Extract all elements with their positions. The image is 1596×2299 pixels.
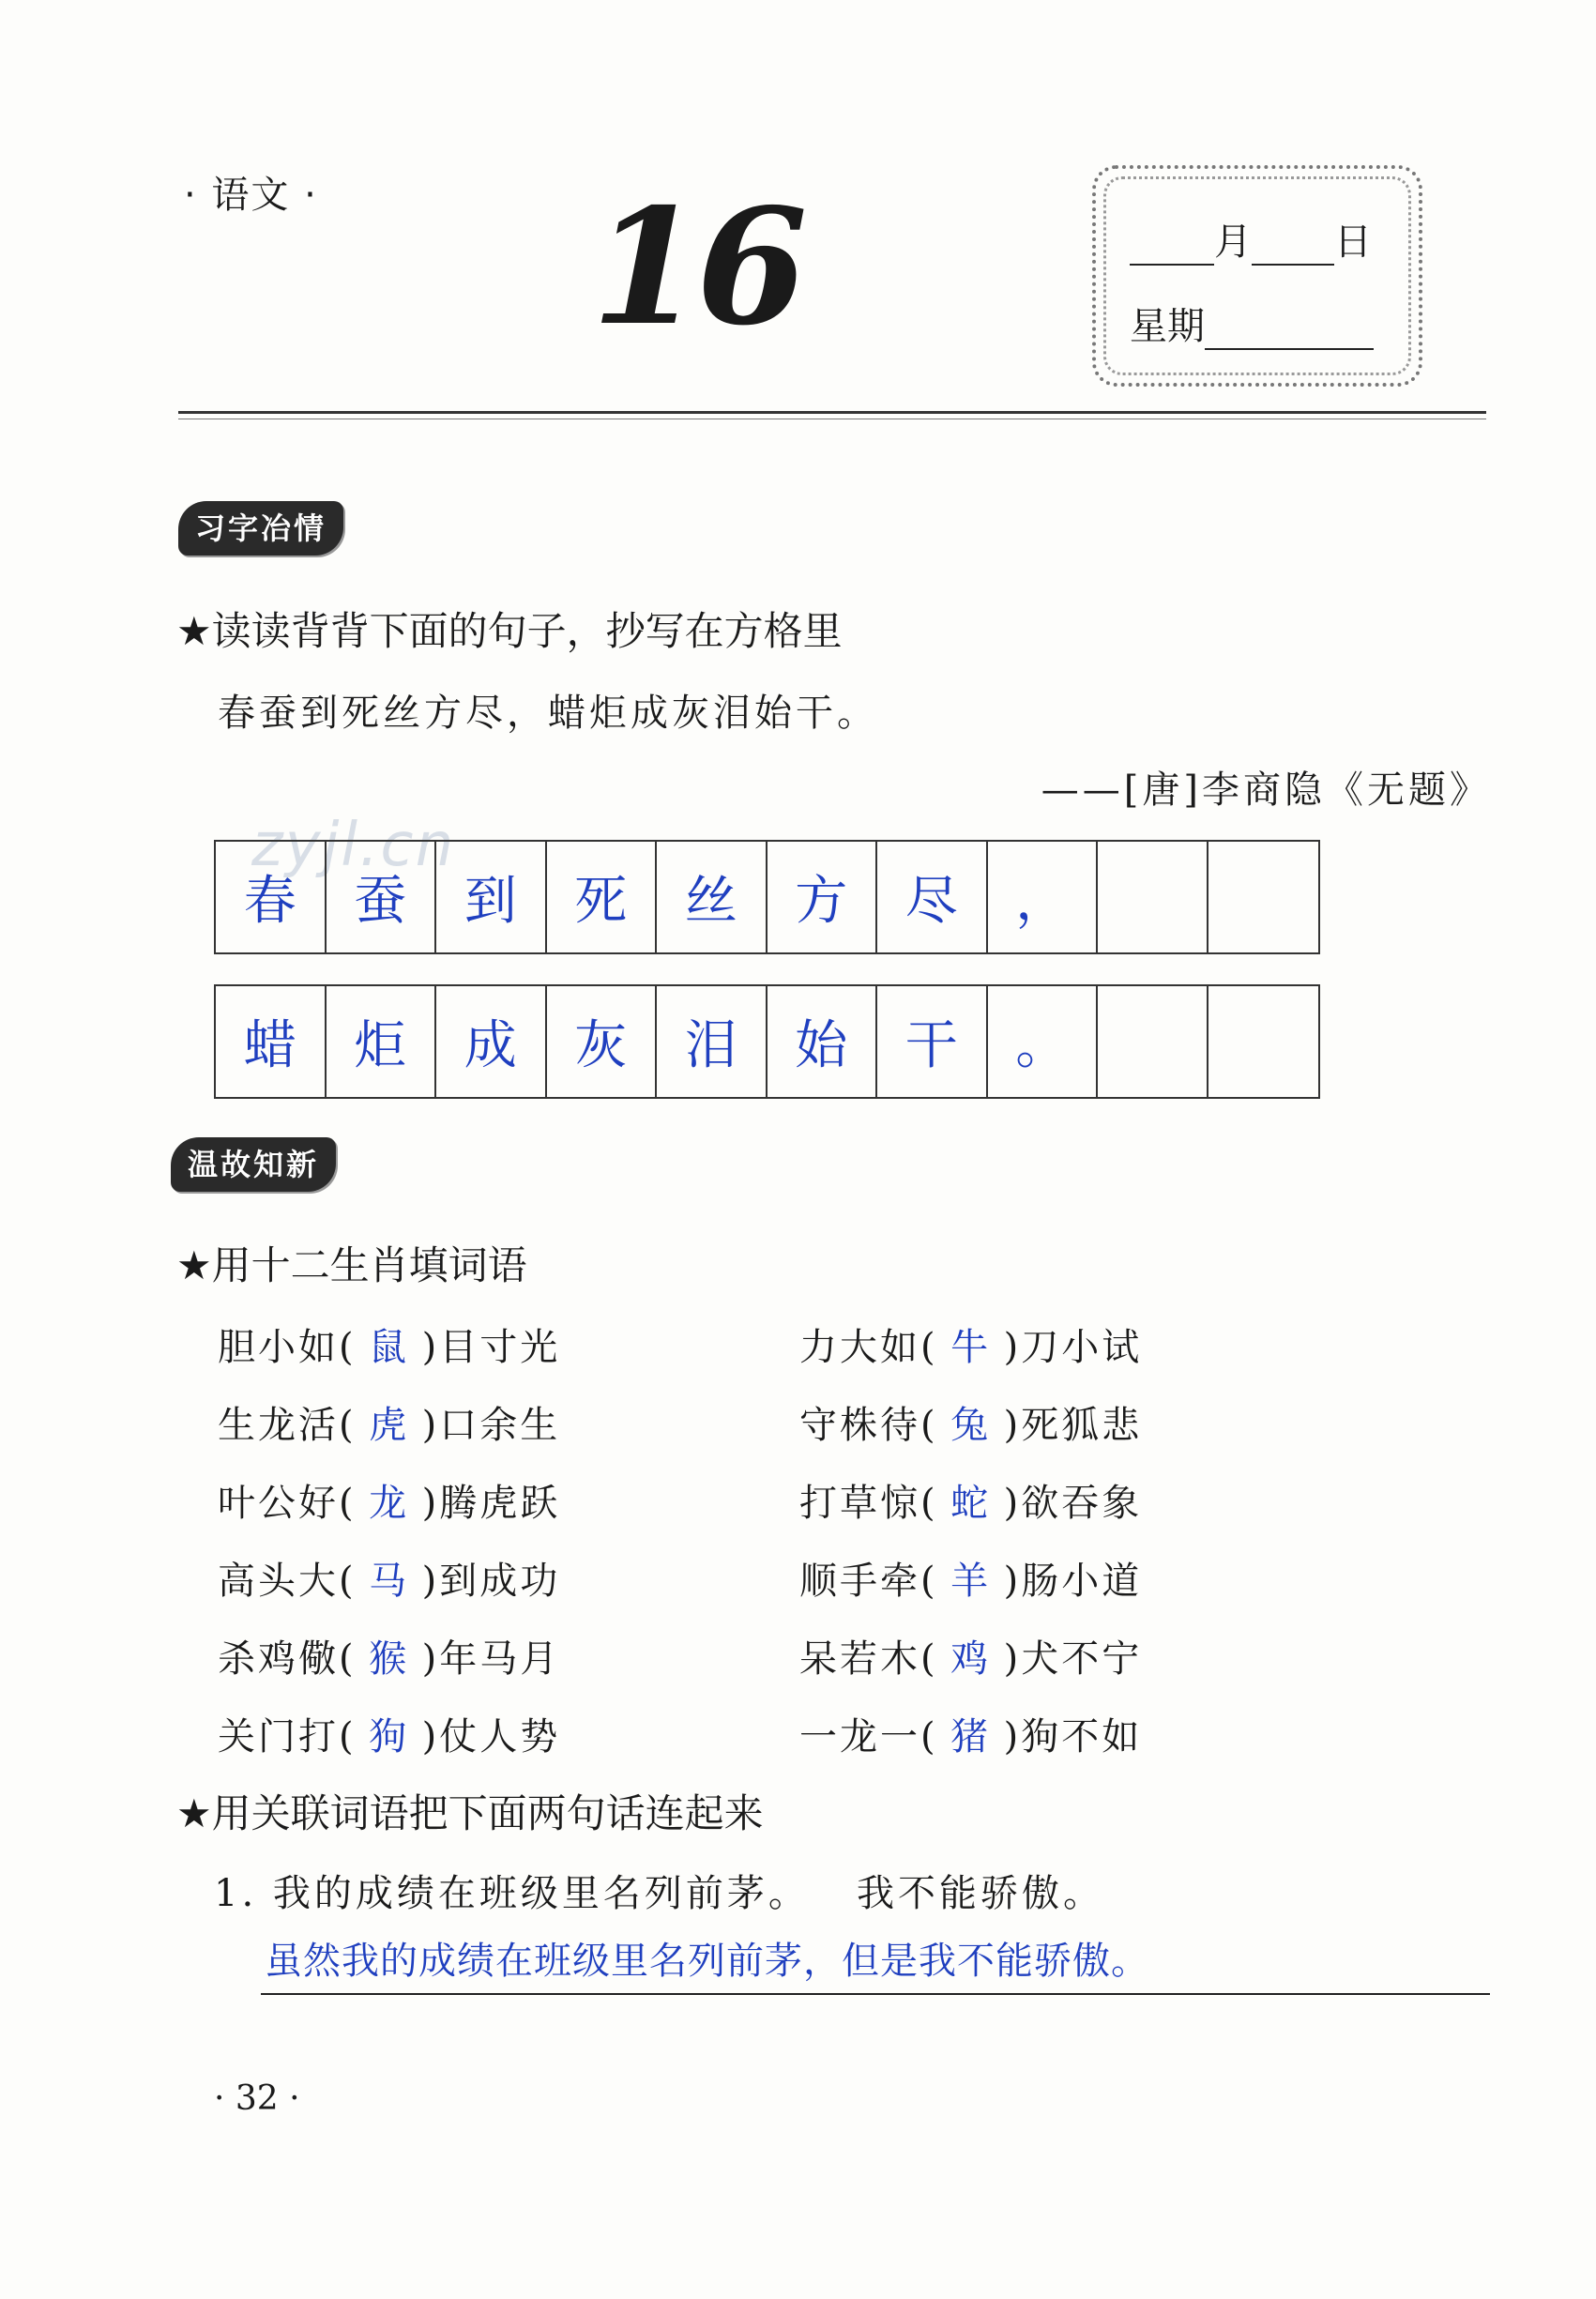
task-copy-poem: ★读读背背下面的句子，抄写在方格里 xyxy=(176,608,843,654)
grid-cell[interactable]: 春 xyxy=(216,842,327,952)
idiom-answer[interactable]: 蛇 xyxy=(950,1482,992,1525)
idiom-item: 一龙一( 猪 )狗不如 xyxy=(799,1707,1142,1760)
grid-cell[interactable]: 丝 xyxy=(657,842,768,952)
answer-line xyxy=(261,1993,1490,1995)
grid-cell[interactable]: 尽 xyxy=(877,842,988,952)
grid-cell[interactable]: 炬 xyxy=(327,986,437,1097)
poem-text: 春蚕到死丝方尽，蜡炬成灰泪始干。 xyxy=(218,692,878,735)
idiom-item: 杀鸡儆( 猴 )年马月 xyxy=(218,1629,560,1682)
weekday-label: 星期 xyxy=(1130,305,1205,348)
day-label: 日 xyxy=(1334,221,1372,264)
grid-cell[interactable]: 泪 xyxy=(657,986,768,1097)
grid-cell[interactable] xyxy=(1208,986,1319,1097)
weekday-line xyxy=(1130,297,1374,350)
idiom-answer[interactable]: 兔 xyxy=(950,1404,992,1447)
watermark: zyjl.cn xyxy=(251,811,456,880)
idiom-item: 顺手牵( 羊 )肠小道 xyxy=(799,1551,1142,1605)
page-number: · 32 · xyxy=(214,2079,300,2118)
grid-cell[interactable]: 蜡 xyxy=(216,986,327,1097)
month-label: 月 xyxy=(1214,221,1252,264)
question-1: 1. 我的成绩在班级里名列前茅。 我不能骄傲。 xyxy=(214,1872,1105,1915)
answer-1[interactable]: 虽然我的成绩在班级里名列前茅，但是我不能骄傲。 xyxy=(265,1940,1149,1983)
idiom-answer[interactable]: 猴 xyxy=(369,1637,410,1681)
grid-cell[interactable]: ， xyxy=(988,842,1099,952)
date-box xyxy=(1092,165,1422,387)
idiom-answer[interactable]: 猪 xyxy=(950,1715,992,1759)
grid-cell[interactable]: 干 xyxy=(877,986,988,1097)
idiom-answer[interactable]: 马 xyxy=(369,1560,410,1603)
date-line xyxy=(1130,212,1372,266)
grid-cell[interactable]: 成 xyxy=(436,986,547,1097)
idiom-answer[interactable]: 狗 xyxy=(369,1715,410,1759)
grid-cell[interactable] xyxy=(1098,986,1208,1097)
idiom-item: 高头大( 马 )到成功 xyxy=(218,1551,560,1605)
idiom-answer[interactable]: 牛 xyxy=(950,1326,992,1369)
section-badge-calligraphy: 习字冶情 xyxy=(178,501,343,556)
idiom-item: 生龙活( 虎 )口余生 xyxy=(218,1395,560,1449)
idiom-item: 胆小如( 鼠 )目寸光 xyxy=(218,1317,560,1371)
task-conjunctions: ★用关联词语把下面两句话连起来 xyxy=(176,1790,764,1836)
idiom-item: 打草惊( 蛇 )欲吞象 xyxy=(799,1473,1142,1527)
grid-cell[interactable]: 蚕 xyxy=(327,842,437,952)
grid-cell[interactable]: 始 xyxy=(768,986,878,1097)
task-zodiac-idioms: ★用十二生肖填词语 xyxy=(176,1242,527,1288)
header-rule xyxy=(178,411,1486,414)
subject-label: · 语文 · xyxy=(184,174,318,217)
idiom-item: 叶公好( 龙 )腾虎跃 xyxy=(218,1473,560,1527)
idiom-answer[interactable]: 鸡 xyxy=(950,1637,992,1681)
idiom-item: 呆若木( 鸡 )犬不宁 xyxy=(799,1629,1142,1682)
poem-source: ——[唐]李商隐《无题》 xyxy=(1041,769,1491,812)
idiom-item: 关门打( 狗 )仗人势 xyxy=(218,1707,560,1760)
copy-grid-row2 xyxy=(214,984,1320,1099)
idiom-item: 力大如( 牛 )刀小试 xyxy=(799,1317,1142,1371)
copy-grid-row1 xyxy=(214,840,1320,954)
idiom-answer[interactable]: 羊 xyxy=(950,1560,992,1603)
lesson-number: 16 xyxy=(591,174,802,361)
grid-cell[interactable]: 死 xyxy=(547,842,658,952)
section-badge-review: 温故知新 xyxy=(171,1137,336,1192)
grid-cell[interactable]: 到 xyxy=(436,842,547,952)
grid-cell[interactable] xyxy=(1098,842,1208,952)
grid-cell[interactable] xyxy=(1208,842,1319,952)
grid-cell[interactable]: 。 xyxy=(988,986,1099,1097)
idiom-answer[interactable]: 鼠 xyxy=(369,1326,410,1369)
idiom-answer[interactable]: 龙 xyxy=(369,1482,410,1525)
grid-cell[interactable]: 灰 xyxy=(547,986,658,1097)
idiom-answer[interactable]: 虎 xyxy=(369,1404,410,1447)
grid-cell[interactable]: 方 xyxy=(768,842,878,952)
idiom-item: 守株待( 兔 )死狐悲 xyxy=(799,1395,1142,1449)
